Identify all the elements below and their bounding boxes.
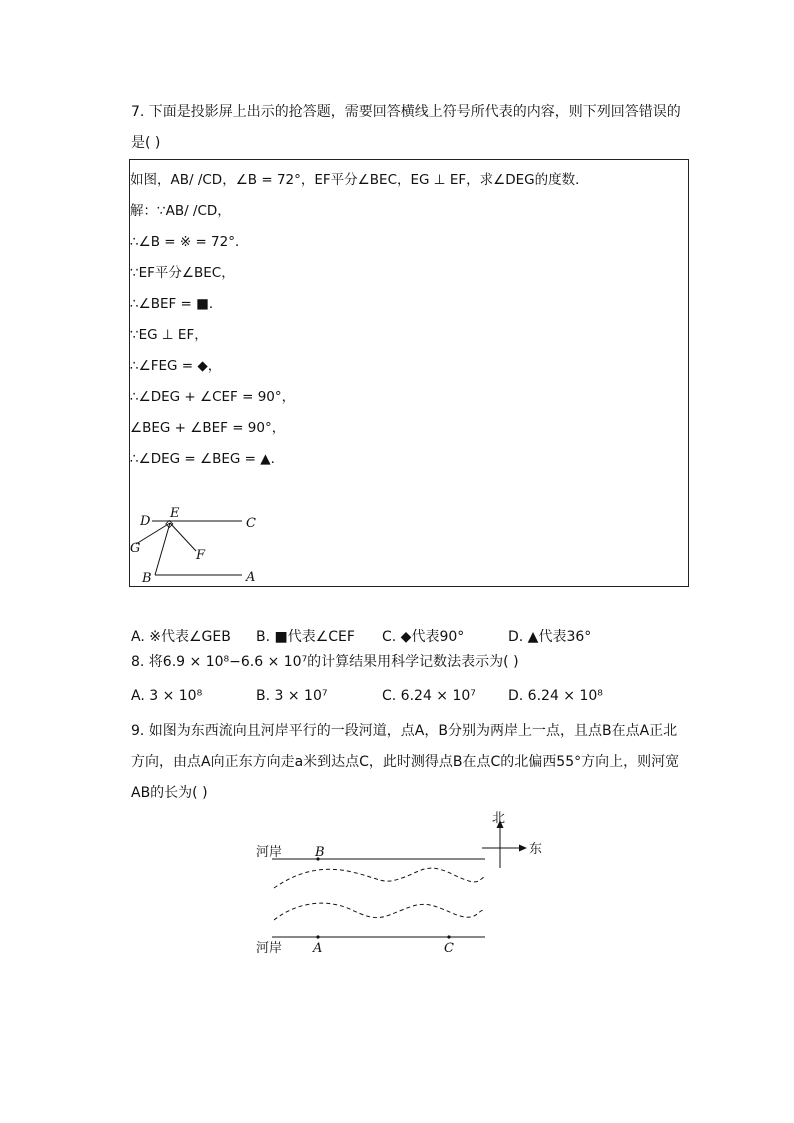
label-bank-top: 河岸 bbox=[256, 845, 283, 860]
label-C: C bbox=[246, 516, 256, 531]
box-line: ∠BEG + ∠BEF = 90°， bbox=[130, 420, 286, 436]
question-7-stem: 7. 下面是投影屏上出示的抢答题，需要回答横线上符号所代表的内容，则下列回答错误的是( ) bbox=[131, 104, 681, 151]
point-c bbox=[447, 935, 450, 938]
east-arrow-icon bbox=[519, 845, 527, 852]
river-figure bbox=[252, 810, 552, 960]
option-a[interactable]: A. ※代表∠GEB bbox=[131, 629, 231, 645]
label-north: 北 bbox=[492, 811, 506, 826]
dashed-river-bottom bbox=[274, 903, 484, 920]
label-east: 东 bbox=[529, 842, 543, 857]
box-line: 如图，AB/ /CD，∠B = 72°，EF平分∠BEC，EG ⊥ EF，求∠DEG的度数． bbox=[130, 172, 589, 188]
question-8-stem: 8. 将6.9 × 10⁸−6.6 × 10⁷的计算结果用科学记数法表示为( ) bbox=[131, 654, 519, 670]
box-line: ∵EG ⊥ EF， bbox=[130, 327, 208, 343]
box-line: ∴∠DEG + ∠CEF = 90°， bbox=[130, 389, 296, 405]
box-line: ∴∠FEG = ◆， bbox=[130, 358, 222, 374]
label-bank-bottom: 河岸 bbox=[256, 941, 283, 956]
box-line: ∵EF平分∠BEC， bbox=[130, 265, 235, 281]
box-line: ∴∠B = ※ = 72°． bbox=[130, 234, 249, 250]
option-a[interactable]: A. 3 × 10⁸ bbox=[131, 688, 203, 704]
option-c[interactable]: C. ◆代表90° bbox=[382, 629, 465, 645]
option-b[interactable]: B. 3 × 10⁷ bbox=[256, 688, 328, 704]
geometry-figure bbox=[130, 502, 280, 592]
box-line: 解：∵AB/ /CD， bbox=[130, 203, 231, 219]
label-E: E bbox=[170, 506, 180, 521]
label-A: A bbox=[246, 570, 256, 585]
problem-box bbox=[129, 159, 689, 587]
line-EF bbox=[170, 523, 196, 551]
label-A: A bbox=[313, 941, 323, 956]
option-c[interactable]: C. 6.24 × 10⁷ bbox=[382, 688, 476, 704]
label-G: G bbox=[130, 541, 141, 556]
box-line: ∴∠DEG = ∠BEG = ▲． bbox=[130, 451, 285, 467]
label-B: B bbox=[315, 845, 325, 860]
option-d[interactable]: D. ▲代表36° bbox=[508, 629, 592, 645]
point-a bbox=[316, 935, 319, 938]
label-B: B bbox=[142, 571, 152, 586]
dashed-river-top bbox=[274, 868, 484, 888]
option-d[interactable]: D. 6.24 × 10⁸ bbox=[508, 688, 603, 704]
option-b[interactable]: B. ■代表∠CEF bbox=[256, 629, 355, 645]
box-line: ∴∠BEF = ■． bbox=[130, 296, 223, 312]
label-D: D bbox=[140, 514, 151, 529]
label-C: C bbox=[444, 941, 454, 956]
label-F: F bbox=[196, 548, 206, 563]
question-9-stem: 9. 如图为东西流向且河岸平行的一段河道，点A，B分别为两岸上一点，且点B在点A正北方向，由点A向正东方向走a米到达点C，此时测得点B在点C的北偏西55°方向上，则河宽AB的长为( ) bbox=[131, 723, 680, 801]
